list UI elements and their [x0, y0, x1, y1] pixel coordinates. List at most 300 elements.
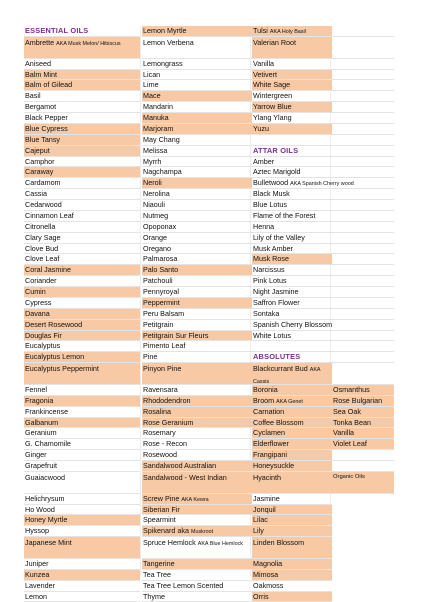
- empty-cell: [332, 363, 394, 385]
- oil-name-cell: [332, 385, 394, 396]
- oil-name: Cyclamen: [253, 428, 285, 438]
- oil-name-cell: [252, 91, 332, 102]
- oil-name-cell: [252, 581, 332, 592]
- oil-name-cell: [252, 396, 332, 407]
- empty-cell: [332, 80, 394, 91]
- oil-name: Clary Sage: [25, 232, 61, 242]
- oil-name-cell: [142, 515, 252, 526]
- oil-name: Cumin: [25, 287, 46, 297]
- oil-name: Organic Oils: [333, 473, 365, 480]
- empty-cell: [332, 135, 394, 146]
- oil-name: Myrrh: [143, 156, 162, 166]
- oil-name: Sontaka: [253, 308, 280, 318]
- oil-name: Neroli: [143, 178, 162, 188]
- oil-name-cell: [142, 537, 252, 559]
- oil-name-cell: [24, 592, 140, 602]
- oil-name-cell: [142, 407, 252, 418]
- oil-name-cell: [142, 244, 252, 255]
- oil-name-cell: [142, 146, 252, 157]
- empty-cell: [332, 254, 394, 265]
- oil-name: ABSOLUTES: [253, 352, 301, 362]
- oil-name: Lemon Verbena: [143, 37, 194, 47]
- oil-name: Tea Tree Lemon Scented: [143, 580, 224, 590]
- oil-name-cell: [252, 265, 332, 276]
- oil-name-cell: [24, 450, 140, 461]
- oil-name-cell: [252, 178, 354, 189]
- aka-note: AKA Genet: [276, 398, 303, 405]
- oil-name-cell: [252, 570, 332, 581]
- oil-name-cell: [142, 352, 252, 363]
- oil-name: Clove Leaf: [25, 254, 60, 264]
- oil-name: ESSENTIAL OILS: [25, 26, 89, 35]
- oil-name: Lemongrass: [143, 58, 183, 68]
- oil-name: Davana: [25, 308, 50, 318]
- oil-name-cell: [24, 157, 140, 168]
- oil-name-cell: [24, 352, 140, 363]
- oil-name: Oakmoss: [253, 580, 284, 590]
- aka-note: AKA Blue Hemlock: [197, 541, 243, 548]
- oil-name: Tea Tree: [143, 569, 171, 579]
- oil-name: Frankincense: [25, 406, 69, 416]
- oil-name-cell: [24, 439, 140, 450]
- oil-name: May Chang: [143, 134, 180, 144]
- oil-name: Spikenard aka: [143, 526, 189, 536]
- oil-name: Honey Myrtle: [25, 515, 68, 525]
- oil-name-cell: [142, 157, 252, 168]
- oil-name-cell: [142, 102, 252, 113]
- oil-name-cell: [24, 472, 140, 494]
- oil-name-cell: [252, 439, 332, 450]
- oil-name-cell: [142, 91, 252, 102]
- oil-name-cell: [24, 189, 140, 200]
- oil-name: Pennyroyal: [143, 287, 179, 297]
- oil-name: Lilac: [253, 515, 268, 525]
- empty-cell: [332, 211, 394, 222]
- oil-name: Rosemary: [143, 428, 176, 438]
- oil-name: Coral Jasmine: [25, 265, 71, 275]
- oil-name-cell: [24, 135, 140, 146]
- oil-name-cell: [24, 167, 140, 178]
- oil-name: Peppermint: [143, 297, 180, 307]
- empty-cell: [332, 157, 394, 168]
- oil-name: Juniper: [25, 558, 49, 568]
- empty-cell: [332, 178, 394, 189]
- oil-name-cell: [142, 70, 252, 81]
- oil-name-cell: [24, 461, 140, 472]
- oil-name: Bulletwood: [253, 178, 289, 188]
- oil-name: Cypress: [25, 297, 52, 307]
- oil-name-cell: [252, 157, 332, 168]
- oil-name-cell: [24, 80, 140, 91]
- oil-name-cell: [252, 505, 332, 516]
- oil-name: Helichrysum: [25, 493, 65, 503]
- empty-cell: [332, 70, 394, 81]
- oil-name-cell: [24, 265, 140, 276]
- oil-name-cell: [252, 70, 332, 81]
- oil-name: Rose Geranium: [143, 417, 194, 427]
- oil-name: Cajeput: [25, 145, 50, 155]
- oil-name: Pink Lotus: [253, 276, 287, 286]
- oil-name-cell: [252, 592, 332, 602]
- oil-name-cell: [252, 189, 332, 200]
- empty-cell: [332, 265, 394, 276]
- oil-name-cell: [252, 320, 332, 331]
- column-absolutes-extra: [332, 26, 394, 494]
- oil-name-cell: [142, 341, 252, 352]
- oil-name: Night Jasmine: [253, 287, 299, 297]
- oil-name-cell: [332, 418, 394, 429]
- oil-name-cell: [142, 570, 252, 581]
- oil-name: Petitgrain Sur Fleurs: [143, 330, 209, 340]
- oil-name: Manuka: [143, 113, 169, 123]
- aka-note: AKA Musk Melon/ Hibiscus: [56, 40, 121, 47]
- oil-name: Blue Tansy: [25, 134, 61, 144]
- section-header: [252, 146, 332, 157]
- oil-name: Wintergreen: [253, 91, 293, 101]
- oil-name: Black Musk: [253, 189, 290, 199]
- oil-name: Musk Amber: [253, 243, 293, 253]
- oil-name: Caraway: [25, 167, 54, 177]
- oil-name: Tulsi: [253, 26, 268, 35]
- oil-name: Fennel: [25, 384, 47, 394]
- oil-name: ATTAR OILS: [253, 145, 299, 155]
- oil-name-cell: [332, 439, 394, 450]
- oil-name: Blackcurrant Bud: [253, 364, 308, 374]
- oil-name-cell: [142, 592, 252, 602]
- oil-name: Balm of Gilead: [25, 80, 73, 90]
- oil-name-cell: [24, 428, 140, 439]
- oil-name-cell: [24, 331, 140, 342]
- oil-name: Nagchampa: [143, 167, 182, 177]
- empty-cell: [252, 341, 332, 352]
- oil-name: Ylang Ylang: [253, 113, 292, 123]
- oil-name: Basil: [25, 91, 41, 101]
- oil-name: Valerian Root: [253, 37, 297, 47]
- oil-name: Yuzu: [253, 123, 269, 133]
- oil-name: Citronella: [25, 221, 56, 231]
- oil-name: Tangerine: [143, 558, 175, 568]
- oil-name-cell: [142, 309, 252, 320]
- empty-cell: [332, 146, 394, 157]
- oil-name-cell: [252, 102, 332, 113]
- oil-name-cell: [142, 428, 252, 439]
- oil-name-cell: [252, 363, 332, 385]
- oil-name: Ambrette: [25, 37, 55, 47]
- oil-name: Lily: [253, 526, 264, 536]
- oil-name: Eucalyptus Peppermint: [25, 364, 99, 374]
- oil-name-cell: [142, 178, 252, 189]
- oil-name-cell: [252, 244, 332, 255]
- oil-name: Palo Santo: [143, 265, 179, 275]
- oil-name-cell: [142, 233, 252, 244]
- oil-name-cell: [252, 450, 332, 461]
- oil-name: Ravensara: [143, 384, 178, 394]
- oil-name: Marjoram: [143, 123, 174, 133]
- oil-name-cell: [252, 298, 332, 309]
- aka-note: Muskroot: [190, 529, 214, 536]
- oil-name-cell: [252, 233, 332, 244]
- oil-name: Lemon Myrtle: [143, 26, 187, 35]
- oil-name-cell: [142, 276, 252, 287]
- oil-name: Rosewood: [143, 450, 177, 460]
- aka-note: AKA Kewra: [181, 496, 209, 503]
- oil-name: Balm Mint: [25, 69, 57, 79]
- oil-name: Linden Blossom: [253, 538, 305, 548]
- oil-name-cell: [142, 363, 252, 385]
- oil-name: Magnolia: [253, 558, 283, 568]
- oil-name-cell: [24, 396, 140, 407]
- oil-name-cell: [252, 407, 332, 418]
- oil-name-cell: [24, 341, 140, 352]
- oil-name: White Sage: [253, 80, 291, 90]
- oil-name: Eucalyptus: [25, 341, 61, 351]
- oil-name-cell: [252, 461, 332, 472]
- oil-name: Flame of the Forest: [253, 210, 316, 220]
- oil-name: Lime: [143, 80, 159, 90]
- oil-name: Sandalwood Australian: [143, 461, 217, 471]
- oil-name: Cedarwood: [25, 200, 62, 210]
- oil-name: Spearmint: [143, 515, 176, 525]
- oil-name: Yarrow Blue: [253, 102, 292, 112]
- oil-name-cell: [24, 494, 140, 505]
- section-header: [24, 26, 140, 37]
- oil-name: Pimento Leaf: [143, 341, 186, 351]
- oil-name-cell: [252, 385, 332, 396]
- oil-name: Violet Leaf: [333, 439, 367, 449]
- oil-name: Narcissus: [253, 265, 285, 275]
- oil-name-cell: [252, 537, 332, 559]
- section-header: [252, 352, 332, 363]
- oil-name: Cinnamon Leaf: [25, 210, 74, 220]
- oil-name: Coriander: [25, 276, 57, 286]
- oil-name-cell: [24, 211, 140, 222]
- oil-name: Peru Balsam: [143, 308, 185, 318]
- oil-name: Vetivert: [253, 69, 277, 79]
- oil-name: Siberian Fir: [143, 504, 180, 514]
- oil-name-cell: [24, 385, 140, 396]
- oil-name: Geranium: [25, 428, 57, 438]
- oil-name-cell: [142, 167, 252, 178]
- column-essential-oils-2: [142, 26, 252, 602]
- oil-name: Pine: [143, 352, 158, 362]
- oil-name: Sea Oak: [333, 406, 361, 416]
- oil-name-cell: [252, 515, 332, 526]
- oil-name-cell: [24, 559, 140, 570]
- oil-name-cell: [142, 385, 252, 396]
- oil-name: Black Pepper: [25, 113, 68, 123]
- oil-name-cell: [24, 320, 140, 331]
- oil-name-cell: [24, 146, 140, 157]
- empty-cell: [332, 91, 394, 102]
- oil-name: Hyacinth: [253, 472, 281, 482]
- oil-name: Guaiacwood: [25, 472, 65, 482]
- oil-name-cell: [24, 244, 140, 255]
- oil-name: Boronia: [253, 384, 278, 394]
- oil-name: Lemon: [25, 591, 47, 601]
- oil-name: Ho Wood: [25, 504, 55, 514]
- oil-name-cell: [24, 102, 140, 113]
- oil-name-cell: [142, 396, 252, 407]
- empty-cell: [332, 222, 394, 233]
- oil-name-cell: [24, 124, 140, 135]
- aka-note: AKA Cassis: [253, 367, 321, 385]
- oil-name-cell: [142, 37, 252, 59]
- oil-name-cell: [332, 407, 394, 418]
- oil-name: Rhododendron: [143, 395, 191, 405]
- oil-name-cell: [142, 189, 252, 200]
- oil-name-cell: [142, 418, 252, 429]
- oil-name: Sandalwood - West Indian: [143, 472, 227, 482]
- empty-cell: [252, 135, 332, 146]
- oil-name-cell: [24, 407, 140, 418]
- oil-name: Niaouli: [143, 200, 165, 210]
- oil-name: Camphor: [25, 156, 55, 166]
- empty-cell: [332, 450, 394, 461]
- oil-name-cell: [252, 37, 332, 59]
- oil-name: Broom: [253, 395, 275, 405]
- oil-name-cell: [252, 428, 332, 439]
- oil-name-cell: [252, 331, 332, 342]
- empty-cell: [332, 287, 394, 298]
- oil-name-cell: [142, 265, 252, 276]
- empty-cell: [332, 276, 394, 287]
- oil-name-cell: [252, 222, 332, 233]
- oil-name-cell: [142, 254, 252, 265]
- oil-name-cell: [252, 80, 332, 91]
- empty-cell: [332, 59, 394, 70]
- oil-name: Spruce Hemlock: [143, 538, 196, 548]
- oil-name: Elderflower: [253, 439, 289, 449]
- oil-name: Jasmine: [253, 493, 280, 503]
- oil-name-cell: [24, 222, 140, 233]
- oil-name-cell: [24, 526, 140, 537]
- column-divider: [140, 26, 141, 576]
- oil-name-cell: [252, 59, 332, 70]
- empty-cell: [332, 331, 394, 342]
- oil-name-cell: [24, 418, 140, 429]
- oil-name: Eucalyptus Lemon: [25, 352, 85, 362]
- oil-name: Lavender: [25, 580, 55, 590]
- oil-name-cell: [24, 37, 140, 59]
- oil-name: Lican: [143, 69, 161, 79]
- empty-cell: [332, 352, 394, 363]
- oil-name-cell: [252, 472, 332, 494]
- oil-name: Ginger: [25, 450, 47, 460]
- oil-name-cell: [24, 298, 140, 309]
- oil-list-sheet: [24, 26, 416, 601]
- oil-name-cell: [24, 515, 140, 526]
- empty-cell: [332, 200, 394, 211]
- oil-name-cell: [142, 222, 252, 233]
- oil-name: Rose - Recon: [143, 439, 187, 449]
- oil-name-cell: [142, 439, 252, 450]
- oil-name: Melissa: [143, 145, 168, 155]
- empty-cell: [332, 244, 394, 255]
- oil-name-cell: [252, 254, 332, 265]
- oil-name: Cassia: [25, 189, 47, 199]
- oil-name-cell: [142, 135, 252, 146]
- oil-name: Fragonia: [25, 395, 54, 405]
- oil-name-cell: [24, 276, 140, 287]
- oil-name-cell: [252, 211, 332, 222]
- oil-name: Frangipani: [253, 450, 287, 460]
- oil-name: Patchouli: [143, 276, 173, 286]
- oil-name-cell: [142, 200, 252, 211]
- oil-name: Rosalina: [143, 406, 171, 416]
- oil-name-cell: [252, 26, 332, 37]
- oil-name-cell: [332, 472, 394, 494]
- oil-name: Petitgrain: [143, 319, 174, 329]
- oil-name: Screw Pine: [143, 493, 180, 503]
- oil-name-cell: [142, 113, 252, 124]
- oil-name-cell: [24, 505, 140, 516]
- aka-note: AKA Holy Basil: [269, 29, 306, 35]
- oil-name: Bergamot: [25, 102, 57, 112]
- oil-name-cell: [252, 494, 332, 505]
- oil-name-cell: [24, 200, 140, 211]
- empty-cell: [332, 167, 394, 178]
- oil-name-cell: [142, 80, 252, 91]
- oil-name-cell: [142, 211, 252, 222]
- oil-name: Palmarosa: [143, 254, 178, 264]
- oil-name: Japanese Mint: [25, 538, 72, 548]
- oil-name: Tonka Bean: [333, 417, 371, 427]
- oil-name-cell: [142, 505, 252, 516]
- oil-name: Musk Rose: [253, 254, 289, 264]
- oil-name: Thyme: [143, 591, 165, 601]
- oil-name-cell: [252, 559, 332, 570]
- oil-name: Orange: [143, 232, 167, 242]
- oil-name: Amber: [253, 156, 275, 166]
- oil-name: Vanilla: [253, 58, 275, 68]
- oil-name: Pinyon Pine: [143, 364, 182, 374]
- oil-name: Kunzea: [25, 569, 50, 579]
- empty-cell: [332, 320, 394, 331]
- oil-name: Grapefruit: [25, 461, 57, 471]
- oil-name-cell: [252, 276, 332, 287]
- oil-name: Desert Rosewood: [25, 319, 83, 329]
- column-essential-oils-1: [24, 26, 140, 602]
- oil-name: Osmanthus: [333, 384, 370, 394]
- empty-cell: [332, 102, 394, 113]
- oil-name: Galbanum: [25, 417, 59, 427]
- empty-cell: [332, 461, 394, 472]
- oil-name-cell: [142, 494, 252, 505]
- oil-name-cell: [142, 59, 252, 70]
- oil-name: White Lotus: [253, 330, 291, 340]
- oil-name-cell: [252, 287, 332, 298]
- empty-cell: [332, 26, 394, 37]
- oil-name-cell: [332, 428, 394, 439]
- oil-name-cell: [332, 396, 394, 407]
- oil-name-cell: [142, 124, 252, 135]
- oil-name: Mandarin: [143, 102, 173, 112]
- oil-name: Honeysuckle: [253, 461, 295, 471]
- oil-name-cell: [24, 537, 140, 559]
- oil-name: Blue Lotus: [253, 200, 287, 210]
- oil-name-cell: [24, 113, 140, 124]
- oil-name-cell: [252, 167, 332, 178]
- empty-cell: [332, 341, 394, 352]
- oil-name-cell: [142, 26, 252, 37]
- oil-name-cell: [24, 309, 140, 320]
- oil-name-cell: [252, 200, 332, 211]
- oil-name: Douglas Fir: [25, 330, 62, 340]
- empty-cell: [332, 309, 394, 320]
- oil-name-cell: [24, 59, 140, 70]
- oil-name: Mace: [143, 91, 161, 101]
- oil-name: Spanish Cherry Blossom: [253, 319, 333, 329]
